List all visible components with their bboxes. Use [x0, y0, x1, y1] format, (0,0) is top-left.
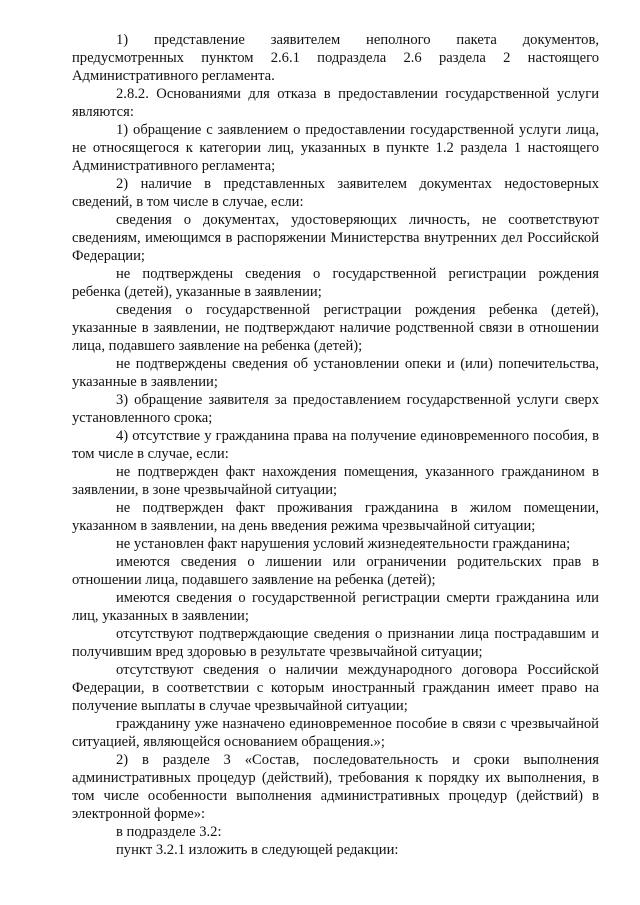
paragraph: не подтвержден факт нахождения помещения, указанного гражданином в заявлении, в зоне чрезвычайной ситуации; — [72, 464, 599, 498]
paragraph: 1) обращение с заявлением о предоставлении государственной услуги лица, не относящегося к категории лиц, указанных в пункте 1.2 раздела 1 настоящего Административного регламента; — [72, 122, 599, 174]
paragraph: не подтверждены сведения об установлении опеки и (или) попечительства, указанные в заявлении; — [72, 356, 599, 390]
paragraph: 2) в разделе 3 «Состав, последовательность и сроки выполнения административных процедур (действий), требования к порядку их выполнения, в том числе особенности выполнения административных процедур (действий) в электронной форме»: — [72, 752, 599, 822]
paragraph: 2.8.2. Основаниями для отказа в предоставлении государственной услуги являются: — [72, 86, 599, 120]
paragraph: имеются сведения о государственной регистрации смерти гражданина или лиц, указанных в заявлении; — [72, 590, 599, 624]
paragraph: 1) представление заявителем неполного пакета документов, предусмотренных пунктом 2.6.1 подраздела 2.6 раздела 2 настоящего Административного регламента. — [72, 32, 599, 84]
paragraph: 4) отсутствие у гражданина права на получение единовременного пособия, в том числе в случае, если: — [72, 428, 599, 462]
paragraph: сведения о документах, удостоверяющих личность, не соответствуют сведениям, имеющимся в распоряжении Министерства внутренних дел Российской Федерации; — [72, 212, 599, 264]
paragraph: не установлен факт нарушения условий жизнедеятельности гражданина; — [116, 536, 571, 552]
paragraph: пункт 3.2.1 изложить в следующей редакции: — [116, 842, 399, 858]
paragraph: в подразделе 3.2: — [116, 824, 222, 840]
paragraph: гражданину уже назначено единовременное пособие в связи с чрезвычайной ситуацией, являющейся основанием обращения.»; — [72, 716, 599, 750]
paragraph: 3) обращение заявителя за предоставлением государственной услуги сверх установленного срока; — [72, 392, 599, 426]
paragraph: сведения о государственной регистрации рождения ребенка (детей), указанные в заявлении, не подтверждают наличие родственной связи в отношении лица, подавшего заявление на ребенка (детей); — [72, 302, 599, 354]
paragraph: имеются сведения о лишении или ограничении родительских прав в отношении лица, подавшего заявление на ребенка (детей); — [72, 554, 599, 588]
paragraph: отсутствуют подтверждающие сведения о признании лица пострадавшим и получившим вред здоровью в результате чрезвычайной ситуации; — [72, 626, 599, 660]
paragraph: 2) наличие в представленных заявителем документах недостоверных сведений, в том числе в случае, если: — [72, 176, 599, 210]
paragraph: не подтвержден факт проживания гражданина в жилом помещении, указанном в заявлении, на день введения режима чрезвычайной ситуации; — [72, 500, 599, 534]
document-page — [72, 31, 599, 859]
paragraph: отсутствуют сведения о наличии международного договора Российской Федерации, в соответствии с которым иностранный гражданин имеет право на получение выплаты в случае чрезвычайной ситуации; — [72, 662, 599, 714]
paragraph: не подтверждены сведения о государственной регистрации рождения ребенка (детей), указанные в заявлении; — [72, 266, 599, 300]
